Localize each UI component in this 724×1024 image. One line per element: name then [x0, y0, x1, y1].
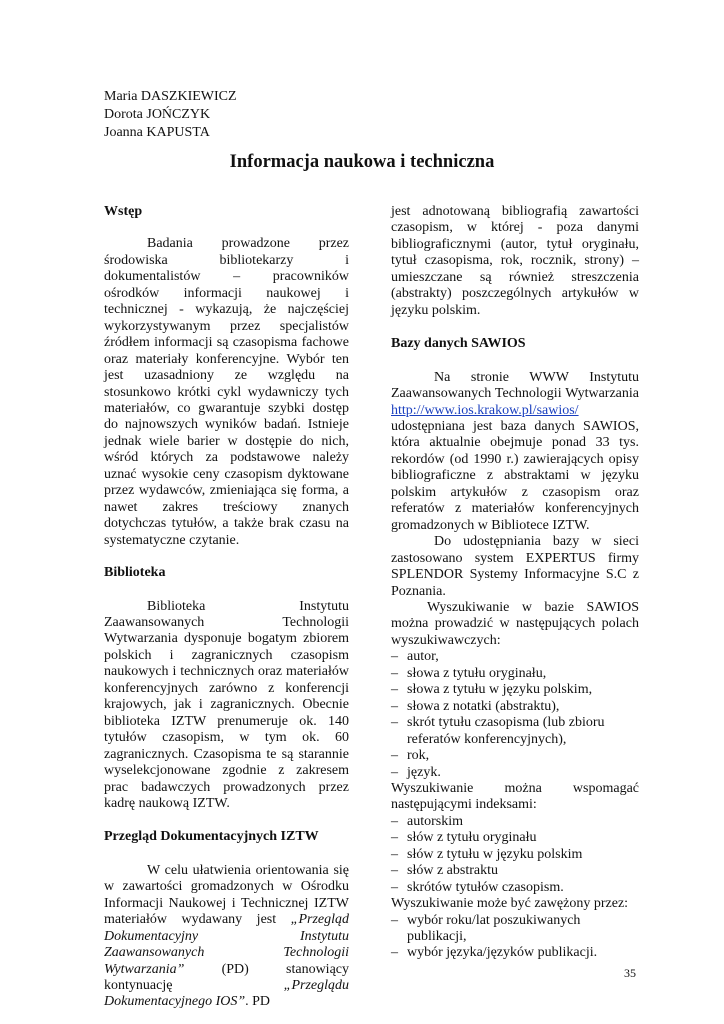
list-item: – słowa z notatki (abstraktu),: [391, 699, 639, 715]
list-item: – autorskim: [391, 814, 639, 830]
article-title: Informacja naukowa i techniczna: [229, 152, 495, 172]
przeglad-text: (PD) stanowiący kontynuację: [104, 961, 349, 994]
continuation-paragraph: jest adnotowaną bibliografią zawartości czasopism, w której - poza danymi bibliograficznymi (autor, tytuł oryginału, tytuł czasopisma, rok, rocznik, strony) – umieszczane są również streszczenia (abstrakty) poszczególnych artykułów w języku polskim.: [391, 204, 639, 318]
section-heading-wstep: Wstęp: [104, 204, 143, 219]
sawios-text: Na stronie WWW Instytutu Zaawansowanych Technologii Wytwarzania: [391, 369, 639, 402]
biblioteka-paragraph: Biblioteka Instytutu Zaawansowanych Technologii Wytwarzania dysponuje bogatym zbiorem polskich i zagranicznych czasopism naukowych i technicznych oraz materiałów konferencyjnych zarówno z konferencji krajowych, jak i zagranicznych. Obecnie biblioteka IZTW prenumeruje ok. 140 tytułów czasopism, w tym ok. 60 zagranicznych. Czasopisma te są starannie wyselekcjonowane zgodnie z zakresem prac badawczych prowadzonych przez kadrę naukową IZTW.: [104, 598, 349, 811]
przeglad-paragraph: [104, 863, 349, 1011]
list-item: – rok,: [391, 748, 639, 764]
sawios-paragraph-2: Do udostępniania bazy w sieci zastosowano system EXPERTUS firmy SPLENDOR Systemy Informacyjne S.C z Poznania.: [391, 534, 639, 599]
sawios-text: udostępniana jest baza danych SAWIOS, która aktualnie obejmuje ponad 33 tys. rekordów (od 1990 r.) zawierających opisy bibliograficzne z abstraktami w języku polskim artykułów z czasopism oraz referatów z materiałów konferencyjnych gromadzonych w Bibliotece IZTW.: [391, 418, 639, 533]
sawios-paragraph-3: Wyszukiwanie w bazie SAWIOS można prowadzić w następujących polach wyszukiwawczych:: [391, 599, 639, 648]
search-fields-list: [391, 649, 639, 781]
list-item: – słów z tytułu w języku polskim: [391, 847, 639, 863]
list-item: – skrót tytułu czasopisma (lub zbioru referatów konferencyjnych),: [391, 715, 639, 748]
przeglad-ios-italic: „Przeglądu Dokumentacyjnego IOS”: [104, 978, 349, 1010]
indexes-list: [391, 814, 639, 896]
page-number: 35: [624, 966, 636, 980]
list-item: – słów z abstraktu: [391, 863, 639, 879]
narrowing-list: [391, 913, 639, 962]
list-item: – język.: [391, 765, 639, 781]
sawios-paragraph-1: [391, 370, 639, 535]
section-heading-sawios: Bazy danych SAWIOS: [391, 336, 526, 352]
left-column: [104, 204, 349, 1011]
sawios-paragraph-5: Wyszukiwanie może być zawężony przez:: [391, 896, 629, 912]
wstep-paragraph: Badania prowadzone przez środowiska bibliotekarzy i dokumentalistów – pracowników ośrodków informacji naukowej i technicznej - wykazują, że najczęściej wykorzystywanym przez specjalistów źródłem informacji są czasopisma fachowe oraz materiały konferencyjne. Wybór ten jest uzasadniony ze względu na stosunkowo krótki cykl wydawniczy tych materiałów, co gwarantuje szybki dostęp do najnowszych wyników badań. Istnieje jednak wiele barier w dostępie do nich, wśród których za podstawowe należy uznać wysokie ceny czasopism dyktowane przez wydawców, zmieniająca się forma, a nawet zakres treściowy znanych dotychczas tytułów, a także brak czasu na systematyczne czytanie.: [104, 236, 349, 548]
list-item: – słowa z tytułu oryginału,: [391, 666, 639, 682]
list-item: – autor,: [391, 649, 639, 665]
list-item: – wybór języka/języków publikacji.: [391, 945, 639, 961]
list-item: – skrótów tytułów czasopism.: [391, 880, 639, 896]
author-name: Maria DASZKIEWICZ: [104, 89, 237, 104]
przeglad-text: W celu ułatwienia orientowania się w zawartości gromadzonych w Ośrodku Informacji Naukowej i Technicznej IZTW materiałów wydawany jest: [104, 862, 349, 928]
list-item: – słowa z tytułu w języku polskim,: [391, 682, 639, 698]
author-name: Dorota JOŃCZYK: [104, 107, 211, 122]
section-heading-biblioteka: Biblioteka: [104, 565, 166, 581]
przeglad-title-italic: „Przegląd Dokumentacyjny Instytutu Zaawansowanych Technologii Wytwarzania”: [104, 912, 349, 977]
przeglad-text: . PD: [245, 994, 271, 1010]
sawios-paragraph-4: Wyszukiwanie można wspomagać następującymi indeksami:: [391, 780, 639, 813]
list-item: – wybór roku/lat poszukiwanych publikacji,: [391, 913, 639, 946]
right-column: [391, 204, 639, 962]
list-item: – słów z tytułu oryginału: [391, 830, 639, 846]
author-list: [104, 88, 237, 142]
author-name: Joanna KAPUSTA: [104, 125, 210, 140]
sawios-link[interactable]: http://www.ios.krakow.pl/sawios/: [391, 402, 579, 418]
section-heading-przeglad: Przegląd Dokumentacyjnych IZTW: [104, 829, 319, 845]
